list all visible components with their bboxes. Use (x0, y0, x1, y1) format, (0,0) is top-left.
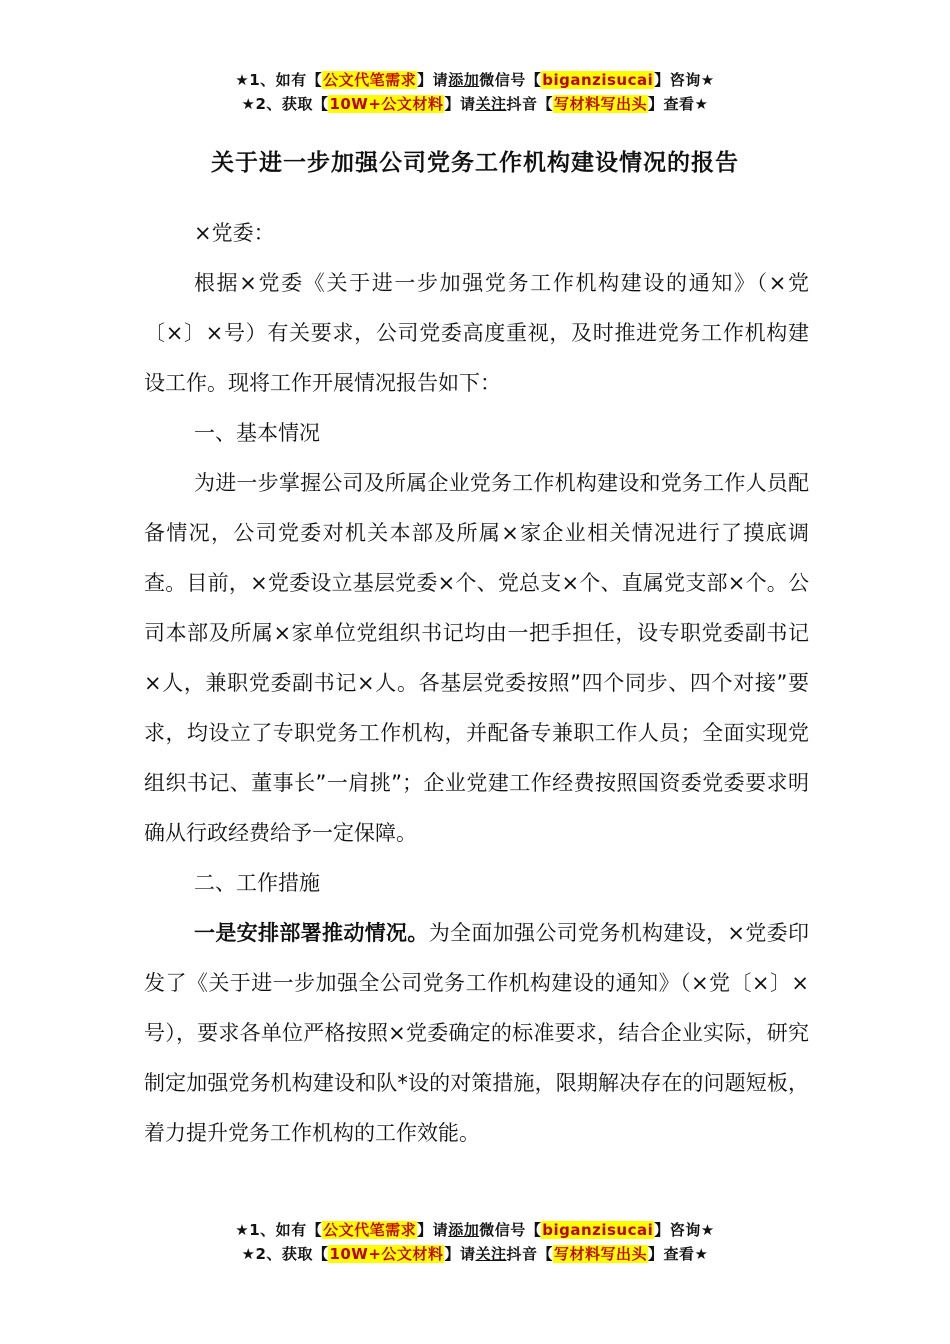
ad-text: 】咨询★ (654, 1221, 715, 1239)
footer-ad-line-2 (0, 1242, 950, 1266)
footer-ad-banner (0, 1218, 950, 1266)
paragraph-measures-text: 为全面加强公司党务机构建设，×党委印发了《关于进一步加强全公司党务工作机构建设的通知》（×党〔×〕×号），要求各单位严格按照×党委确定的标准要求，结合企业实际，研究制定加强党务机构建设和队*设的对策措施，限期解决存在的问题短板，着力提升党务工作机构的工作效能。 (144, 921, 809, 1145)
ad-text: 抖音【 (506, 1245, 553, 1263)
ad-text: 微信号【 (479, 71, 542, 89)
ad-douyin-id: 写材料写出头 (553, 1245, 647, 1263)
paragraph-lead-bold: 一是安排部署推动情况。 (194, 921, 429, 945)
ad-text: 】请 (444, 95, 476, 113)
ad-underlined-text: 关注 (475, 95, 507, 113)
ad-text: 】请 (417, 1221, 449, 1239)
ad-highlight: 10W+公文材料 (329, 1245, 444, 1263)
paragraph-intro: 根据×党委《关于进一步加强党务工作机构建设的通知》（×党〔×〕×号）有关要求，公司党委高度重视，及时推进党务工作机构建设工作。现将工作开展情况报告如下： (144, 271, 809, 395)
ad-text: 抖音【 (506, 95, 553, 113)
ad-text: ★1、如有【 (235, 71, 323, 89)
ad-underlined-text: 关注 (475, 1245, 507, 1263)
ad-text: 】查看★ (648, 1245, 709, 1263)
header-ad-banner (0, 68, 950, 116)
ad-text: 】咨询★ (654, 71, 715, 89)
salutation: ×党委： (194, 221, 275, 245)
header-ad-line-1 (0, 68, 950, 92)
footer-ad-line-1 (0, 1218, 950, 1242)
ad-highlight: 10W+公文材料 (329, 95, 444, 113)
header-ad-line-2 (0, 92, 950, 116)
ad-underlined-text: 添加 (448, 71, 480, 89)
ad-wechat-id: biganzisucai (542, 1221, 654, 1239)
ad-text: 微信号【 (479, 1221, 542, 1239)
ad-text: 】请 (444, 1245, 476, 1263)
section-heading-measures: 二、工作措施 (194, 871, 320, 895)
ad-wechat-id: biganzisucai (542, 71, 654, 89)
ad-text: ★2、获取【 (241, 1245, 329, 1263)
document-title: 关于进一步加强公司党务工作机构建设情况的报告 (211, 150, 739, 176)
ad-text: 】请 (417, 71, 449, 89)
section-heading-basic: 一、基本情况 (194, 421, 320, 445)
ad-highlight: 公文代笔需求 (323, 71, 417, 89)
ad-underlined-text: 添加 (448, 1221, 480, 1239)
document-body (144, 208, 809, 1158)
ad-highlight: 公文代笔需求 (323, 1221, 417, 1239)
paragraph-basic-situation: 为进一步掌握公司及所属企业党务工作机构建设和党务工作人员配备情况，公司党委对机关本部及所属×家企业相关情况进行了摸底调查。目前，×党委设立基层党委×个、党总支×个、直属党支部×个。公司本部及所属×家单位党组织书记均由一把手担任，设专职党委副书记×人，兼职党委副书记×人。各基层党委按照”四个同步、四个对接”要求，均设立了专职党务工作机构，并配备专兼职工作人员；全面实现党组织书记、董事长”一肩挑”；企业党建工作经费按照国资委党委要求明确从行政经费给予一定保障。 (144, 471, 809, 845)
ad-text: ★1、如有【 (235, 1221, 323, 1239)
paragraph-measures (144, 908, 809, 1158)
ad-text: ★2、获取【 (241, 95, 329, 113)
ad-text: 】查看★ (648, 95, 709, 113)
ad-douyin-id: 写材料写出头 (553, 95, 647, 113)
